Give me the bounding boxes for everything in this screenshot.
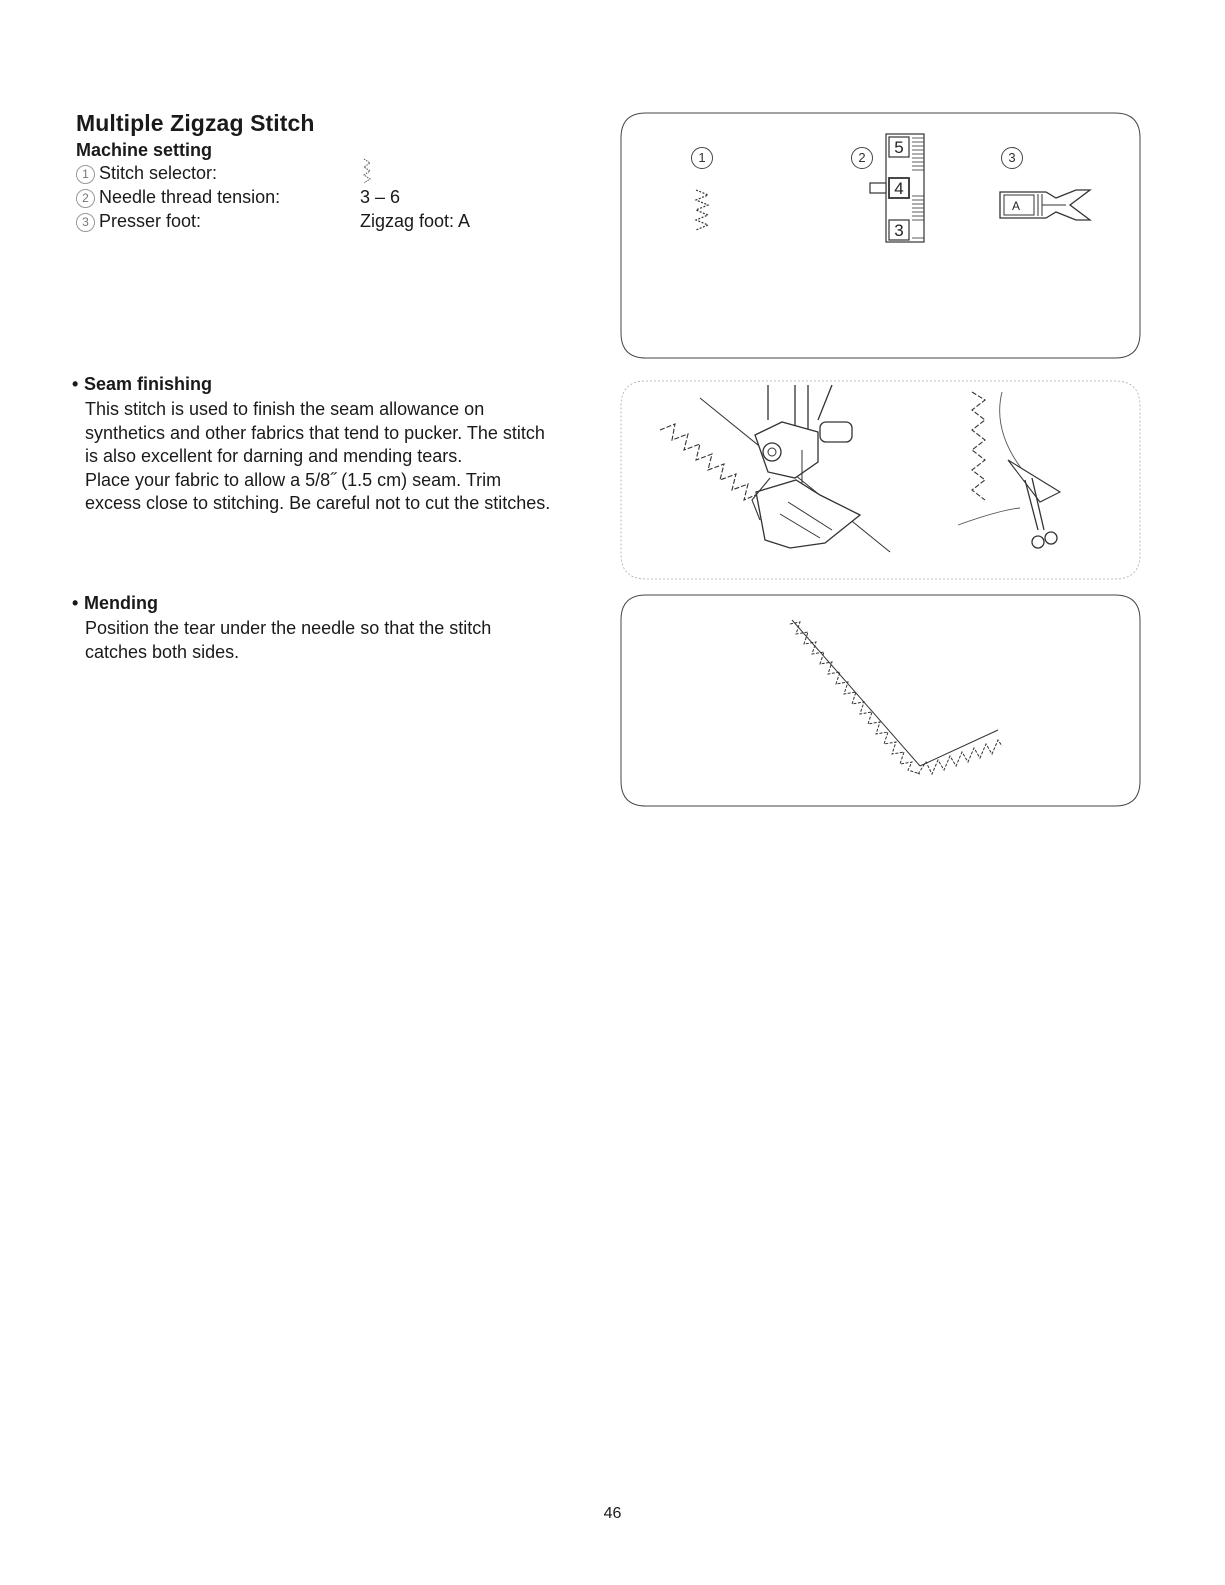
mending-heading xyxy=(72,593,158,614)
multiple-zigzag-icon xyxy=(360,158,374,184)
setting-label: Needle thread tension: xyxy=(99,187,281,207)
page-title: Multiple Zigzag Stitch xyxy=(76,110,315,136)
multiple-zigzag-icon xyxy=(690,188,716,234)
bullet: • xyxy=(72,593,79,613)
dial-number-5: 5 xyxy=(894,138,904,157)
setting-value: 3 – 6 xyxy=(360,187,401,207)
number-circle-2: 2 xyxy=(76,189,95,208)
setting-label: Stitch selector: xyxy=(99,163,218,183)
seam-finishing-line: synthetics and other fabrics that tend to pucker. The stitch xyxy=(85,422,545,443)
seam-finishing-line: This stitch is used to finish the seam allowance on xyxy=(85,399,485,419)
machine-setting-heading: Machine setting xyxy=(76,140,213,160)
settings-figure-panel xyxy=(620,112,1141,359)
setting-presser-foot xyxy=(76,210,471,232)
mending-illustration xyxy=(620,594,1141,807)
zigzag-foot-a-icon xyxy=(998,186,1092,224)
dial-number-3: 3 xyxy=(894,221,904,240)
seam-finishing-line: excess close to stitching. Be careful not to cut the stitches. xyxy=(85,493,551,513)
setting-label: Presser foot: xyxy=(99,211,202,231)
page-number: 46 xyxy=(603,1505,622,1522)
foot-letter: A xyxy=(1011,199,1021,213)
number-circle-1: 1 xyxy=(76,165,95,184)
mending-line: Position the tear under the needle so that the stitch xyxy=(85,618,492,638)
setting-stitch-selector xyxy=(76,162,217,184)
section-title: Mending xyxy=(84,593,158,613)
dial-number-4: 4 xyxy=(894,179,904,198)
seam-finishing-line: is also excellent for darning and mending tears. xyxy=(85,446,463,466)
tension-dial-icon xyxy=(868,132,928,244)
seam-finishing-heading xyxy=(72,374,212,395)
setting-needle-thread-tension xyxy=(76,186,401,208)
mending-figure-panel xyxy=(620,594,1141,807)
figure-label-2: 2 xyxy=(851,147,873,169)
setting-value: Zigzag foot: A xyxy=(360,211,471,231)
section-title: Seam finishing xyxy=(84,374,213,394)
presser-foot-icon xyxy=(752,385,860,548)
seam-finishing-line: Place your fabric to allow a 5/8˝ (1.5 cm) seam. Trim xyxy=(85,469,502,490)
seam-finishing-figure-panel xyxy=(620,380,1141,580)
mending-line: catches both sides. xyxy=(85,641,240,662)
stitch-selector-value xyxy=(360,162,374,189)
seam-finishing-illustration xyxy=(620,380,1141,580)
figure-label-3: 3 xyxy=(1001,147,1023,169)
bullet: • xyxy=(72,374,79,394)
number-circle-3: 3 xyxy=(76,213,95,232)
figure-label-1: 1 xyxy=(691,147,713,169)
